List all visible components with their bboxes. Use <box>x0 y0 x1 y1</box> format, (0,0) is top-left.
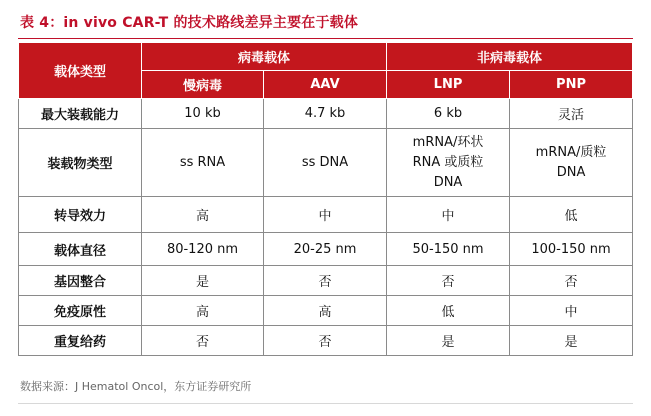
header-group-viral: 病毒载体 <box>142 43 387 71</box>
row-label: 免疫原性 <box>19 296 142 326</box>
table-title: 表 4：in vivo CAR-T 的技术路线差异主要在于载体 <box>20 15 359 31</box>
cell-line: ss RNA <box>179 154 226 170</box>
comparison-table <box>18 42 633 356</box>
table-row <box>19 197 633 233</box>
table-cell: 中 <box>264 197 387 233</box>
table-cell <box>510 129 633 197</box>
table-cell: 灵活 <box>510 99 633 129</box>
table-cell: 10 kb <box>142 99 264 129</box>
table-cell <box>387 129 510 197</box>
title-divider <box>18 38 633 39</box>
table-row <box>19 326 633 356</box>
cell-line: DNA <box>556 164 586 180</box>
table-cell: 中 <box>510 296 633 326</box>
table-cell: 50-150 nm <box>387 233 510 266</box>
table-cell <box>264 129 387 197</box>
row-label: 转导效力 <box>19 197 142 233</box>
table-cell: 80-120 nm <box>142 233 264 266</box>
data-source-note: 数据来源：J Hematol Oncol，东方证券研究所 <box>20 380 252 393</box>
cell-line: mRNA/质粒 <box>535 144 607 160</box>
row-label: 载体直径 <box>19 233 142 266</box>
table-cell: 高 <box>142 197 264 233</box>
table-cell: 否 <box>510 266 633 296</box>
table-row <box>19 99 633 129</box>
row-label: 装载物类型 <box>19 129 142 197</box>
row-label: 最大装载能力 <box>19 99 142 129</box>
cell-line: ss DNA <box>301 154 349 170</box>
table-cell: 100-150 nm <box>510 233 633 266</box>
table-cell: 低 <box>510 197 633 233</box>
header-col-pnp: PNP <box>510 71 633 99</box>
table-cell: 否 <box>264 326 387 356</box>
table-cell: 20-25 nm <box>264 233 387 266</box>
table-row <box>19 296 633 326</box>
table-cell <box>142 129 264 197</box>
table-cell: 4.7 kb <box>264 99 387 129</box>
cell-line: mRNA/环状 <box>412 134 484 150</box>
header-col-aav: AAV <box>264 71 387 99</box>
header-col-lentivirus: 慢病毒 <box>142 71 264 99</box>
header-carrier-type: 载体类型 <box>19 43 142 99</box>
table-cell: 是 <box>387 326 510 356</box>
table-cell: 否 <box>264 266 387 296</box>
row-label: 基因整合 <box>19 266 142 296</box>
table-cell: 否 <box>387 266 510 296</box>
table-cell: 中 <box>387 197 510 233</box>
table-cell: 低 <box>387 296 510 326</box>
table-cell: 是 <box>142 266 264 296</box>
table-cell: 高 <box>264 296 387 326</box>
cell-line: RNA 或质粒 <box>412 154 484 170</box>
header-group-nonviral: 非病毒载体 <box>387 43 633 71</box>
row-label: 重复给药 <box>19 326 142 356</box>
table-cell: 否 <box>142 326 264 356</box>
table-row <box>19 233 633 266</box>
header-col-lnp: LNP <box>387 71 510 99</box>
table-row <box>19 129 633 197</box>
cell-line: DNA <box>433 174 463 190</box>
table-row <box>19 266 633 296</box>
table-cell: 是 <box>510 326 633 356</box>
table-cell: 6 kb <box>387 99 510 129</box>
table-cell: 高 <box>142 296 264 326</box>
footer-divider <box>18 403 633 404</box>
